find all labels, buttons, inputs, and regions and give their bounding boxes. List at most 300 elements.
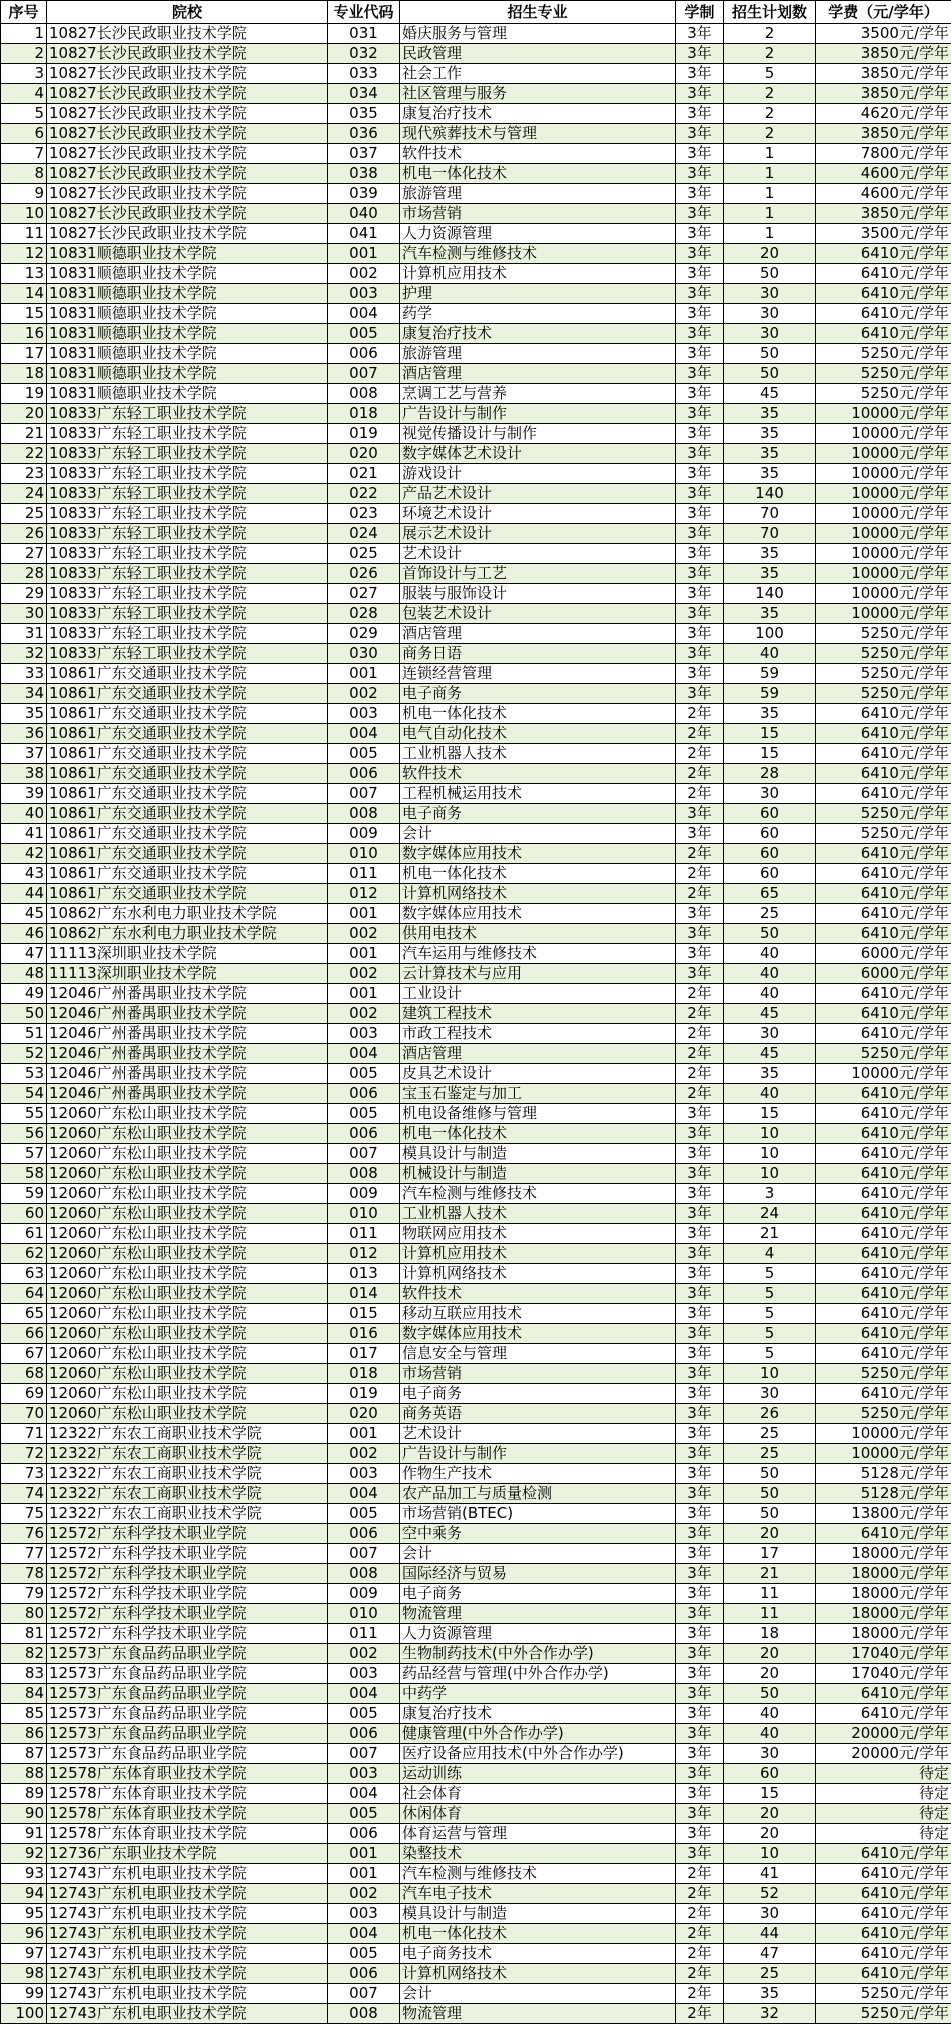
table-row (1, 124, 951, 144)
cell-index: 23 (1, 464, 47, 484)
cell-duration: 3年 (676, 944, 724, 964)
cell-tuition: 6410元/学年 (816, 1864, 951, 1884)
cell-major-code: 005 (328, 1504, 400, 1524)
cell-tuition: 3850元/学年 (816, 84, 951, 104)
cell-plan-count: 50 (724, 924, 816, 944)
table-header (1, 1, 951, 24)
cell-index: 13 (1, 264, 47, 284)
cell-index: 15 (1, 304, 47, 324)
cell-major: 服装与服饰设计 (400, 584, 676, 604)
cell-plan-count: 40 (724, 1724, 816, 1744)
cell-major: 电子商务 (400, 1584, 676, 1604)
cell-duration: 3年 (676, 384, 724, 404)
cell-major-code: 036 (328, 124, 400, 144)
cell-major: 计算机应用技术 (400, 264, 676, 284)
cell-duration: 3年 (676, 84, 724, 104)
cell-major: 模具设计与制造 (400, 1144, 676, 1164)
cell-major: 康复治疗技术 (400, 104, 676, 124)
cell-duration: 2年 (676, 764, 724, 784)
cell-tuition: 6410元/学年 (816, 264, 951, 284)
cell-index: 28 (1, 564, 47, 584)
cell-duration: 2年 (676, 784, 724, 804)
cell-school: 11113深圳职业技术学院 (47, 944, 328, 964)
table-row (1, 324, 951, 344)
cell-index: 75 (1, 1504, 47, 1524)
cell-tuition: 6410元/学年 (816, 1164, 951, 1184)
cell-plan-count: 65 (724, 884, 816, 904)
table-row (1, 164, 951, 184)
cell-major: 社会工作 (400, 64, 676, 84)
cell-tuition: 6410元/学年 (816, 1684, 951, 1704)
cell-plan-count: 47 (724, 1944, 816, 1964)
cell-index: 10 (1, 204, 47, 224)
cell-major: 机电设备维修与管理 (400, 1104, 676, 1124)
cell-school: 10831顺德职业技术学院 (47, 304, 328, 324)
cell-plan-count: 1 (724, 184, 816, 204)
cell-duration: 3年 (676, 304, 724, 324)
cell-duration: 2年 (676, 1024, 724, 1044)
cell-major-code: 006 (328, 1824, 400, 1844)
cell-tuition: 10000元/学年 (816, 464, 951, 484)
cell-major-code: 004 (328, 1924, 400, 1944)
cell-tuition: 18000元/学年 (816, 1564, 951, 1584)
cell-duration: 3年 (676, 124, 724, 144)
cell-duration: 3年 (676, 1304, 724, 1324)
cell-plan-count: 40 (724, 944, 816, 964)
cell-major-code: 003 (328, 1904, 400, 1924)
cell-major-code: 002 (328, 1004, 400, 1024)
cell-major: 市场营销(BTEC) (400, 1504, 676, 1524)
cell-index: 56 (1, 1124, 47, 1144)
cell-tuition: 6410元/学年 (816, 304, 951, 324)
cell-school: 12060广东松山职业技术学院 (47, 1204, 328, 1224)
table-row (1, 1964, 951, 1984)
table-row (1, 1764, 951, 1784)
cell-plan-count: 1 (724, 224, 816, 244)
cell-school: 12322广东农工商职业技术学院 (47, 1444, 328, 1464)
cell-plan-count: 2 (724, 104, 816, 124)
cell-plan-count: 45 (724, 384, 816, 404)
cell-index: 27 (1, 544, 47, 564)
cell-major-code: 008 (328, 1164, 400, 1184)
cell-tuition: 4620元/学年 (816, 104, 951, 124)
cell-plan-count: 20 (724, 1664, 816, 1684)
cell-duration: 3年 (676, 1664, 724, 1684)
table-row (1, 2004, 951, 2024)
table-row (1, 1724, 951, 1744)
cell-duration: 3年 (676, 364, 724, 384)
cell-index: 57 (1, 1144, 47, 1164)
table-row (1, 1104, 951, 1124)
cell-plan-count: 35 (724, 1984, 816, 2004)
cell-duration: 3年 (676, 1284, 724, 1304)
cell-duration: 2年 (676, 1944, 724, 1964)
cell-major: 工程机械运用技术 (400, 784, 676, 804)
cell-major: 物联网应用技术 (400, 1224, 676, 1244)
cell-tuition: 5128元/学年 (816, 1484, 951, 1504)
cell-major-code: 023 (328, 504, 400, 524)
cell-duration: 3年 (676, 1444, 724, 1464)
cell-plan-count: 59 (724, 684, 816, 704)
cell-major-code: 001 (328, 1844, 400, 1864)
cell-school: 10827长沙民政职业技术学院 (47, 104, 328, 124)
cell-school: 10827长沙民政职业技术学院 (47, 224, 328, 244)
cell-tuition: 10000元/学年 (816, 544, 951, 564)
cell-plan-count: 60 (724, 844, 816, 864)
table-row (1, 1004, 951, 1024)
table-row (1, 884, 951, 904)
cell-major: 计算机网络技术 (400, 1964, 676, 1984)
cell-major-code: 006 (328, 1524, 400, 1544)
cell-major-code: 016 (328, 1324, 400, 1344)
cell-major-code: 002 (328, 1884, 400, 1904)
cell-index: 96 (1, 1924, 47, 1944)
cell-plan-count: 59 (724, 664, 816, 684)
cell-index: 67 (1, 1344, 47, 1364)
cell-duration: 2年 (676, 1044, 724, 1064)
table-row (1, 104, 951, 124)
cell-school: 10831顺德职业技术学院 (47, 384, 328, 404)
cell-tuition: 6410元/学年 (816, 1344, 951, 1364)
cell-index: 18 (1, 364, 47, 384)
table-row (1, 1864, 951, 1884)
cell-index: 48 (1, 964, 47, 984)
cell-index: 97 (1, 1944, 47, 1964)
cell-plan-count: 40 (724, 1084, 816, 1104)
cell-duration: 3年 (676, 1224, 724, 1244)
cell-school: 12060广东松山职业技术学院 (47, 1224, 328, 1244)
cell-major-code: 001 (328, 244, 400, 264)
cell-index: 1 (1, 24, 47, 44)
cell-plan-count: 60 (724, 804, 816, 824)
cell-major: 机电一体化技术 (400, 1124, 676, 1144)
cell-school: 10831顺德职业技术学院 (47, 244, 328, 264)
cell-major: 云计算技术与应用 (400, 964, 676, 984)
cell-major-code: 001 (328, 664, 400, 684)
cell-plan-count: 60 (724, 864, 816, 884)
cell-plan-count: 60 (724, 824, 816, 844)
table-row (1, 644, 951, 664)
cell-duration: 3年 (676, 1784, 724, 1804)
cell-index: 44 (1, 884, 47, 904)
cell-major-code: 033 (328, 64, 400, 84)
cell-duration: 3年 (676, 1704, 724, 1724)
cell-tuition: 6410元/学年 (816, 1384, 951, 1404)
cell-major: 艺术设计 (400, 544, 676, 564)
cell-major-code: 005 (328, 1944, 400, 1964)
table-row (1, 1804, 951, 1824)
cell-school: 12572广东科学技术职业学院 (47, 1624, 328, 1644)
cell-school: 10833广东轻工职业技术学院 (47, 444, 328, 464)
cell-index: 92 (1, 1844, 47, 1864)
cell-duration: 2年 (676, 1884, 724, 1904)
cell-plan-count: 140 (724, 584, 816, 604)
table-row (1, 1244, 951, 1264)
cell-tuition: 20000元/学年 (816, 1744, 951, 1764)
cell-major: 机电一体化技术 (400, 1924, 676, 1944)
cell-duration: 3年 (676, 584, 724, 604)
cell-major: 电子商务 (400, 684, 676, 704)
cell-plan-count: 11 (724, 1584, 816, 1604)
cell-major: 染整技术 (400, 1844, 676, 1864)
cell-school: 10833广东轻工职业技术学院 (47, 604, 328, 624)
cell-major-code: 009 (328, 1584, 400, 1604)
table-row (1, 24, 951, 44)
cell-tuition: 4600元/学年 (816, 164, 951, 184)
cell-plan-count: 10 (724, 1844, 816, 1864)
cell-school: 10827长沙民政职业技术学院 (47, 184, 328, 204)
cell-tuition: 6000元/学年 (816, 964, 951, 984)
cell-school: 12578广东体育职业技术学院 (47, 1824, 328, 1844)
cell-duration: 3年 (676, 1204, 724, 1224)
table-row (1, 1824, 951, 1844)
cell-major-code: 018 (328, 1364, 400, 1384)
cell-plan-count: 17 (724, 1544, 816, 1564)
cell-major-code: 006 (328, 1964, 400, 1984)
cell-major-code: 027 (328, 584, 400, 604)
cell-school: 10861广东交通职业技术学院 (47, 864, 328, 884)
cell-index: 33 (1, 664, 47, 684)
cell-school: 12572广东科学技术职业学院 (47, 1524, 328, 1544)
cell-tuition: 6410元/学年 (816, 764, 951, 784)
cell-index: 49 (1, 984, 47, 1004)
cell-tuition: 6410元/学年 (816, 724, 951, 744)
cell-plan-count: 2 (724, 84, 816, 104)
cell-duration: 3年 (676, 324, 724, 344)
cell-major: 汽车电子技术 (400, 1884, 676, 1904)
cell-major: 人力资源管理 (400, 224, 676, 244)
cell-index: 90 (1, 1804, 47, 1824)
cell-plan-count: 44 (724, 1924, 816, 1944)
cell-major-code: 041 (328, 224, 400, 244)
cell-major: 市场营销 (400, 204, 676, 224)
cell-duration: 3年 (676, 404, 724, 424)
cell-index: 53 (1, 1064, 47, 1084)
cell-major: 机电一体化技术 (400, 704, 676, 724)
cell-index: 40 (1, 804, 47, 824)
cell-plan-count: 20 (724, 244, 816, 264)
cell-plan-count: 32 (724, 2004, 816, 2024)
cell-index: 99 (1, 1984, 47, 2004)
header-duration: 学制 (676, 1, 724, 24)
table-row (1, 1324, 951, 1344)
cell-index: 5 (1, 104, 47, 124)
cell-major-code: 005 (328, 1064, 400, 1084)
cell-plan-count: 35 (724, 1064, 816, 1084)
cell-plan-count: 50 (724, 344, 816, 364)
cell-major: 机电一体化技术 (400, 164, 676, 184)
cell-duration: 3年 (676, 664, 724, 684)
cell-index: 52 (1, 1044, 47, 1064)
table-row (1, 404, 951, 424)
cell-index: 9 (1, 184, 47, 204)
cell-major-code: 019 (328, 1384, 400, 1404)
table-row (1, 84, 951, 104)
cell-major-code: 001 (328, 1864, 400, 1884)
cell-tuition: 6410元/学年 (816, 1304, 951, 1324)
cell-index: 3 (1, 64, 47, 84)
cell-index: 91 (1, 1824, 47, 1844)
cell-plan-count: 50 (724, 264, 816, 284)
cell-major: 工业设计 (400, 984, 676, 1004)
cell-duration: 3年 (676, 1824, 724, 1844)
cell-duration: 3年 (676, 1744, 724, 1764)
table-row (1, 824, 951, 844)
cell-school: 10861广东交通职业技术学院 (47, 704, 328, 724)
cell-duration: 3年 (676, 164, 724, 184)
cell-major-code: 001 (328, 1424, 400, 1444)
cell-plan-count: 50 (724, 1484, 816, 1504)
cell-school: 10833广东轻工职业技术学院 (47, 624, 328, 644)
cell-plan-count: 5 (724, 1304, 816, 1324)
cell-duration: 3年 (676, 624, 724, 644)
table-row (1, 1144, 951, 1164)
cell-duration: 3年 (676, 684, 724, 704)
cell-tuition: 4600元/学年 (816, 184, 951, 204)
cell-plan-count: 21 (724, 1224, 816, 1244)
cell-index: 45 (1, 904, 47, 924)
cell-duration: 3年 (676, 24, 724, 44)
cell-plan-count: 40 (724, 644, 816, 664)
cell-school: 10861广东交通职业技术学院 (47, 664, 328, 684)
cell-index: 14 (1, 284, 47, 304)
cell-school: 10831顺德职业技术学院 (47, 264, 328, 284)
cell-major: 模具设计与制造 (400, 1904, 676, 1924)
cell-tuition: 10000元/学年 (816, 604, 951, 624)
cell-school: 12736广东职业技术学院 (47, 1844, 328, 1864)
header-school: 院校 (47, 1, 328, 24)
cell-major: 工业机器人技术 (400, 1204, 676, 1224)
cell-tuition: 6410元/学年 (816, 904, 951, 924)
cell-plan-count: 35 (724, 424, 816, 444)
cell-index: 62 (1, 1244, 47, 1264)
cell-plan-count: 10 (724, 1144, 816, 1164)
cell-school: 10833广东轻工职业技术学院 (47, 644, 328, 664)
cell-tuition: 6410元/学年 (816, 1924, 951, 1944)
cell-school: 10833广东轻工职业技术学院 (47, 464, 328, 484)
table-row (1, 1464, 951, 1484)
cell-duration: 3年 (676, 1804, 724, 1824)
table-row (1, 1184, 951, 1204)
cell-school: 12578广东体育职业技术学院 (47, 1764, 328, 1784)
cell-plan-count: 1 (724, 164, 816, 184)
cell-plan-count: 35 (724, 404, 816, 424)
table-row (1, 1124, 951, 1144)
cell-plan-count: 25 (724, 1424, 816, 1444)
cell-plan-count: 30 (724, 1744, 816, 1764)
cell-major-code: 028 (328, 604, 400, 624)
cell-tuition: 6410元/学年 (816, 1184, 951, 1204)
table-row (1, 504, 951, 524)
cell-plan-count: 1 (724, 204, 816, 224)
cell-school: 12572广东科学技术职业学院 (47, 1584, 328, 1604)
cell-major: 数字媒体艺术设计 (400, 444, 676, 464)
cell-plan-count: 35 (724, 704, 816, 724)
cell-major-code: 002 (328, 1444, 400, 1464)
cell-major: 酒店管理 (400, 364, 676, 384)
table-row (1, 1664, 951, 1684)
header-index: 序号 (1, 1, 47, 24)
table-row (1, 1984, 951, 2004)
cell-major: 市场营销 (400, 1364, 676, 1384)
table-row (1, 1404, 951, 1424)
cell-major-code: 002 (328, 264, 400, 284)
cell-major: 休闲体育 (400, 1804, 676, 1824)
cell-duration: 3年 (676, 504, 724, 524)
cell-duration: 3年 (676, 44, 724, 64)
cell-major: 软件技术 (400, 764, 676, 784)
cell-major-code: 008 (328, 1564, 400, 1584)
cell-plan-count: 26 (724, 1404, 816, 1424)
cell-major: 商务英语 (400, 1404, 676, 1424)
table-row (1, 1064, 951, 1084)
cell-duration: 3年 (676, 544, 724, 564)
cell-duration: 3年 (676, 284, 724, 304)
table-row (1, 1744, 951, 1764)
cell-major-code: 008 (328, 804, 400, 824)
cell-tuition: 6410元/学年 (816, 1704, 951, 1724)
cell-major: 环境艺术设计 (400, 504, 676, 524)
cell-duration: 3年 (676, 1404, 724, 1424)
cell-tuition: 10000元/学年 (816, 504, 951, 524)
cell-major-code: 034 (328, 84, 400, 104)
cell-plan-count: 52 (724, 1884, 816, 1904)
cell-plan-count: 50 (724, 1464, 816, 1484)
cell-school: 12573广东食品药品职业学院 (47, 1684, 328, 1704)
cell-plan-count: 15 (724, 744, 816, 764)
cell-major: 护理 (400, 284, 676, 304)
cell-school: 12046广州番禺职业技术学院 (47, 1004, 328, 1024)
cell-plan-count: 20 (724, 1824, 816, 1844)
cell-index: 73 (1, 1464, 47, 1484)
table-row (1, 1224, 951, 1244)
table-row (1, 1544, 951, 1564)
cell-school: 12060广东松山职业技术学院 (47, 1104, 328, 1124)
cell-plan-count: 30 (724, 1024, 816, 1044)
table-row (1, 744, 951, 764)
cell-tuition: 6000元/学年 (816, 944, 951, 964)
cell-index: 6 (1, 124, 47, 144)
cell-school: 12060广东松山职业技术学院 (47, 1404, 328, 1424)
cell-major: 机电一体化技术 (400, 864, 676, 884)
cell-tuition: 5250元/学年 (816, 2004, 951, 2024)
cell-major: 电气自动化技术 (400, 724, 676, 744)
cell-tuition: 3850元/学年 (816, 64, 951, 84)
cell-plan-count: 35 (724, 564, 816, 584)
cell-school: 12060广东松山职业技术学院 (47, 1124, 328, 1144)
cell-duration: 3年 (676, 564, 724, 584)
cell-major-code: 012 (328, 884, 400, 904)
cell-major: 健康管理(中外合作办学) (400, 1724, 676, 1744)
cell-tuition: 10000元/学年 (816, 564, 951, 584)
cell-school: 10831顺德职业技术学院 (47, 324, 328, 344)
cell-tuition: 6410元/学年 (816, 844, 951, 864)
cell-tuition: 6410元/学年 (816, 984, 951, 1004)
cell-tuition: 6410元/学年 (816, 784, 951, 804)
cell-major-code: 035 (328, 104, 400, 124)
cell-index: 22 (1, 444, 47, 464)
cell-major-code: 029 (328, 624, 400, 644)
cell-school: 10861广东交通职业技术学院 (47, 764, 328, 784)
cell-duration: 3年 (676, 1724, 724, 1744)
cell-index: 32 (1, 644, 47, 664)
cell-school: 10861广东交通职业技术学院 (47, 724, 328, 744)
table-row (1, 684, 951, 704)
cell-school: 12572广东科学技术职业学院 (47, 1544, 328, 1564)
cell-school: 10831顺德职业技术学院 (47, 364, 328, 384)
cell-major-code: 003 (328, 1024, 400, 1044)
cell-index: 11 (1, 224, 47, 244)
